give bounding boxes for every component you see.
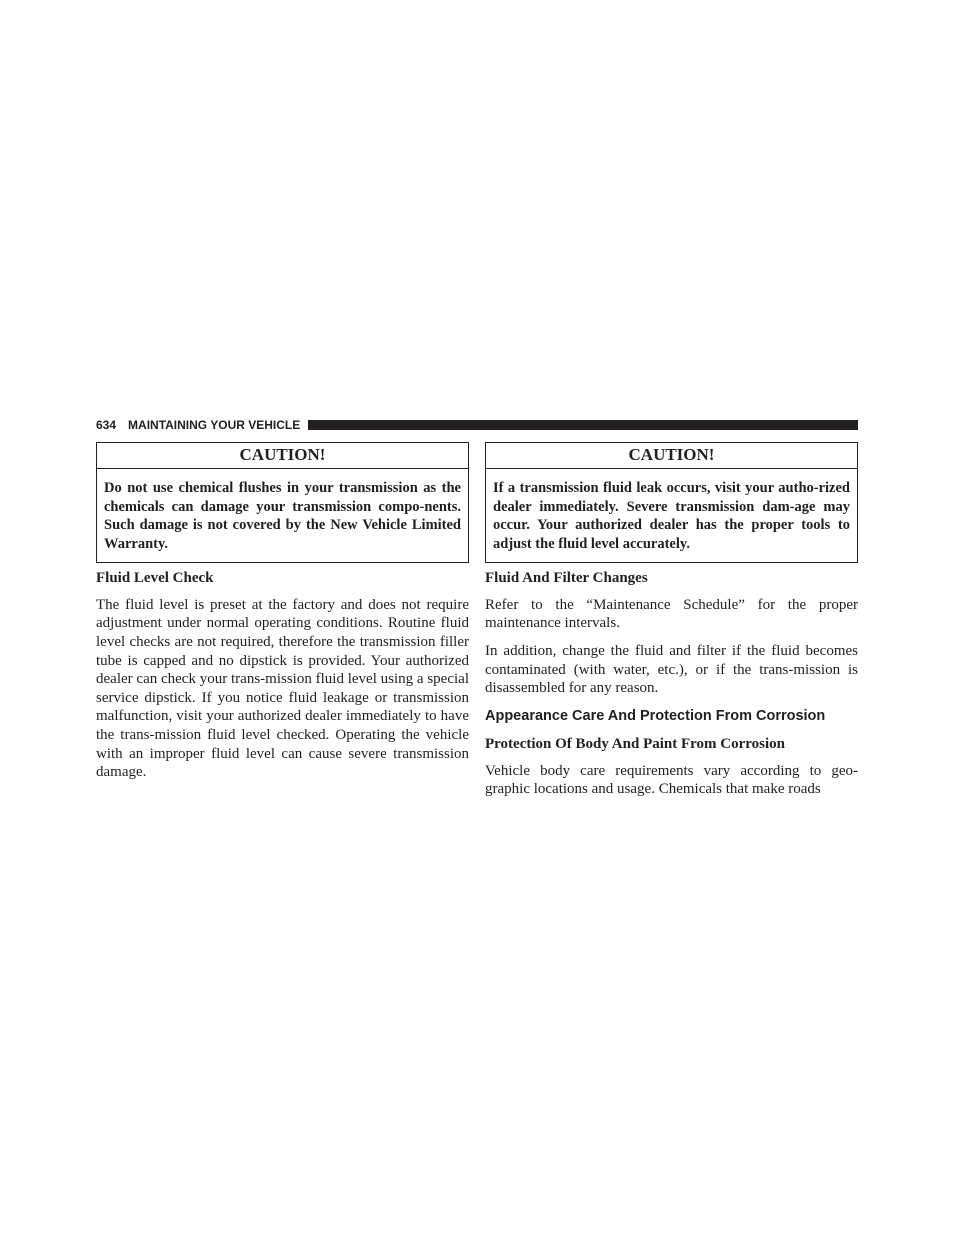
- caution-box-left: [96, 442, 469, 563]
- page-number: 634: [96, 418, 117, 432]
- page-header: [96, 418, 858, 432]
- caution-body: Do not use chemical flushes in your transmission as the chemicals can damage your transmission compo-nents. Such damage is not covered by the New Vehicle Limited Warranty.: [104, 480, 461, 553]
- caution-title: CAUTION!: [486, 443, 857, 469]
- left-column: [96, 442, 469, 782]
- caution-title: CAUTION!: [97, 443, 468, 469]
- section-heading-appearance-care: Appearance Care And Protection From Corrosion: [485, 707, 826, 724]
- paragraph-fluid-filter: In addition, change the fluid and filter if the fluid becomes contaminated (with water, etc.), or if the trans-mission is disassembled for any reason.: [485, 643, 858, 697]
- section-title: MAINTAINING YOUR VEHICLE: [128, 418, 301, 432]
- caution-box-right: [485, 442, 858, 563]
- heading-fluid-level-check: Fluid Level Check: [96, 569, 214, 586]
- paragraph-fluid-level: The fluid level is preset at the factory and does not require adjustment under normal operating conditions. Routine fluid level checks are not required, therefore the transmission filler tube is capped and no dipstick is provided. Your authorized dealer can check your trans-mission fluid level using a special service dipstick. If you notice fluid leakage or transmission malfunction, visit your authorized dealer immediately to have the trans-mission fluid level checked. Operating the vehicle with an improper fluid level can cause severe transmission damage.: [96, 596, 469, 781]
- subheading-body-paint: Protection Of Body And Paint From Corrosion: [485, 735, 785, 752]
- heading-fluid-filter-changes: Fluid And Filter Changes: [485, 569, 648, 586]
- caution-body: If a transmission fluid leak occurs, visit your autho-rized dealer immediately. Severe transmission dam-age may occur. Your authorized dealer has the proper tools to adjust the fluid level accurately.: [493, 480, 850, 553]
- header-rule: [308, 420, 858, 430]
- paragraph-maintenance-schedule: Refer to the “Maintenance Schedule” for the proper maintenance intervals.: [485, 596, 858, 632]
- right-column: [485, 442, 858, 799]
- paragraph-body-care: Vehicle body care requirements vary according to geo-graphic locations and usage. Chemicals that make roads: [485, 762, 858, 798]
